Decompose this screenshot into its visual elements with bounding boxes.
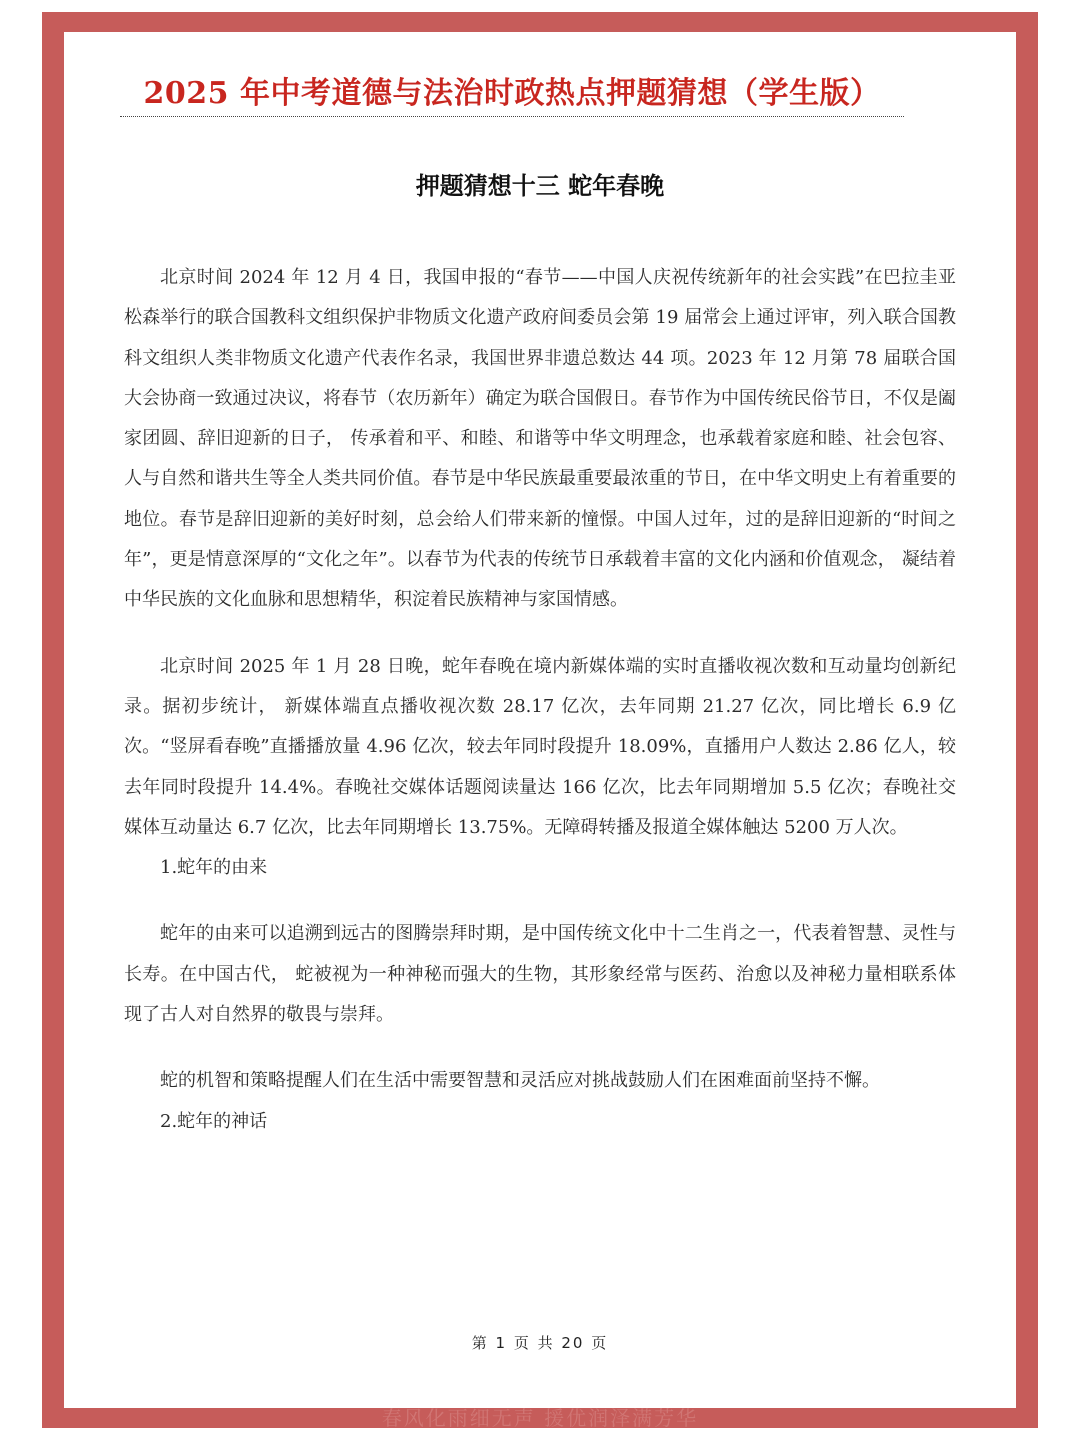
item-heading-origin: 1.蛇年的由来	[160, 857, 268, 879]
page-number: 第 1 页 共 20 页	[471, 1334, 609, 1352]
item-heading-myth: 2.蛇年的神话	[160, 1110, 268, 1132]
paragraph-origin: 蛇年的由来可以追溯到远古的图腾崇拜时期，是中国传统文化中十二生肖之一，代表着智慧、灵性与长寿。在中国古代， 蛇被视为一种神秘而强大的生物，其形象经常与医药、治愈以及神秘力量相联系体现了古人对自然界的敬畏与崇拜。	[124, 923, 956, 1026]
watermark-text: 春风化雨细无声 援优润泽满芳华	[381, 1406, 699, 1430]
document-header	[120, 76, 904, 117]
document-body	[124, 258, 956, 1142]
header-title: 2025 年中考道德与法治时政热点押题猜想（学生版）	[143, 76, 881, 111]
paragraph-wisdom: 蛇的机智和策略提醒人们在生活中需要智慧和灵活应对挑战鼓励人们在困难面前坚持不懈。	[160, 1070, 880, 1092]
paragraph-spring-festival: 北京时间 2024 年 12 月 4 日，我国申报的“春节——中国人庆祝传统新年的社会实践”在巴拉圭亚松森举行的联合国教科文组织保护非物质文化遗产政府间委员会第 19 届常会上通过评审，列入联合国教科文组织人类非物质文化遗产代表作名录，我国世界非遗总数达 44 项。2023 年 12 月第 78 届联合国大会协商一致通过决议，将春节（农历新年）确定为联合国假日。春节作为中国传统民俗节日，不仅是阖家团圆、辞旧迎新的日子， 传承着和平、和睦、和谐等中华文明理念，也承载着家庭和睦、社会包容、人与自然和谐共生等全人类共同价值。春节是中华民族最重要最浓重的节日，在中华文明史上有着重要的地位。春节是辞旧迎新的美好时刻，总会给人们带来新的憧憬。中国人过年，过的是辞旧迎新的“时间之年”，更是情意深厚的“文化之年”。以春节为代表的传统节日承载着丰富的文化内涵和价值观念， 凝结着中华民族的文化血脉和思想精华，积淀着民族精神与家国情感。	[124, 267, 956, 611]
paragraph-gala-stats: 北京时间 2025 年 1 月 28 日晚，蛇年春晚在境内新媒体端的实时直播收视次数和互动量均创新纪录。据初步统计， 新媒体端直点播收视次数 28.17 亿次，去年同期 21.27 亿次，同比增长 6.9 亿次。“竖屏看春晚”直播播放量 4.96 亿次，较去年同时段提升 18.09%，直播用户人数达 2.86 亿人，较去年同时段提升 14.4%。春晚社交媒体话题阅读量达 166 亿次，比去年同期增加 5.5 亿次；春晚社交媒体互动量达 6.7 亿次，比去年同期增长 13.75%。无障碍转播及报道全媒体触达 5200 万人次。	[124, 655, 956, 838]
section-title: 押题猜想十三 蛇年春晚	[415, 172, 665, 200]
document-page	[64, 32, 1016, 1408]
